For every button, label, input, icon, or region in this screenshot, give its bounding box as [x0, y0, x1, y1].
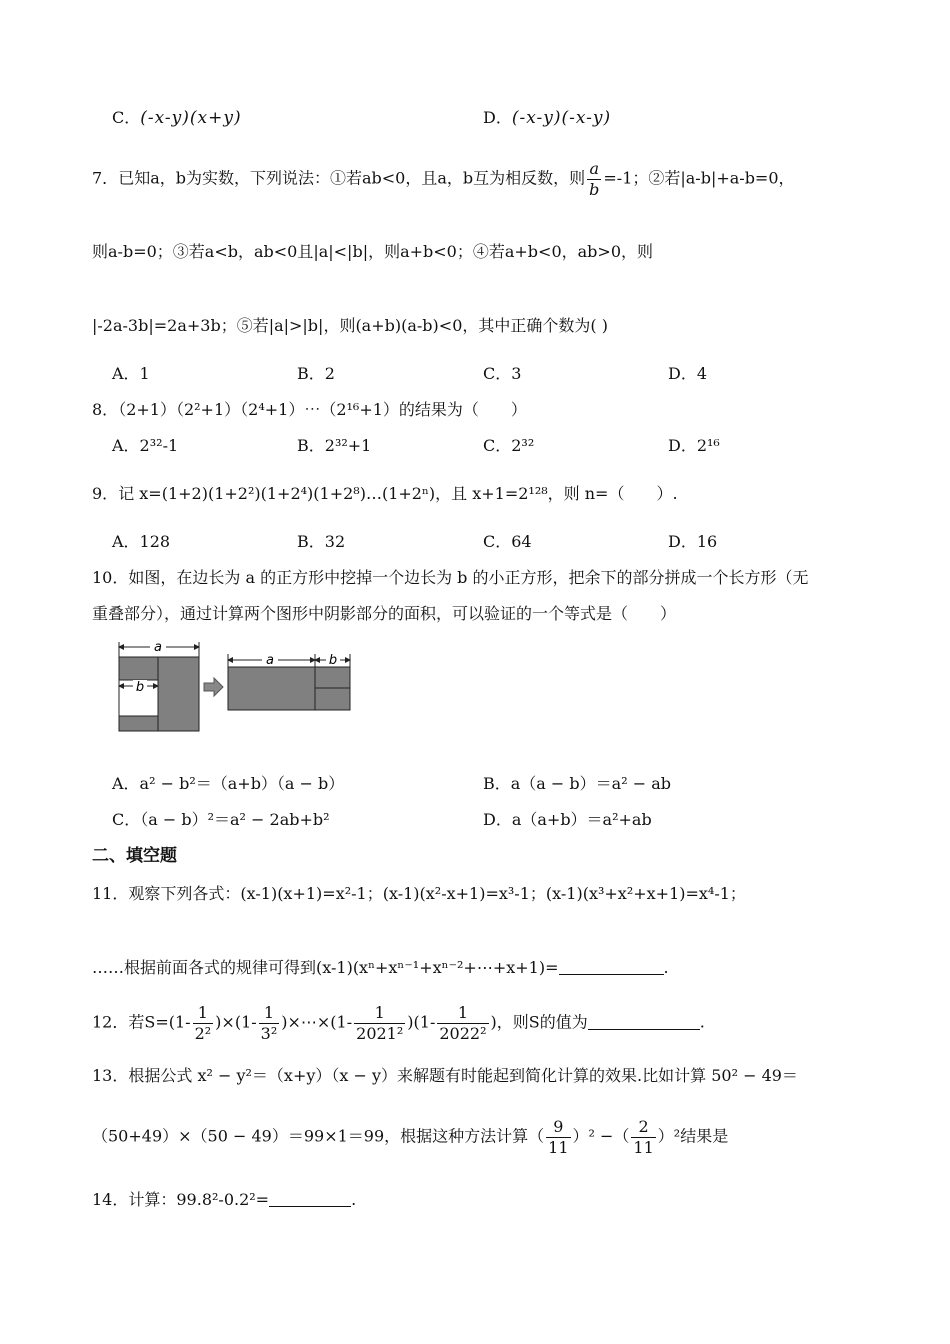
section-title: 二、填空题	[92, 846, 177, 866]
q8-option-d[interactable]: D．2¹⁶	[668, 436, 720, 455]
q8-option-b[interactable]: B．2³²+1	[297, 436, 372, 455]
fig-label-a-left: a	[154, 640, 162, 655]
q6-option-c[interactable]: C．(-x-y)(x+y)	[112, 108, 242, 128]
q13-line2: （50+49）×（50 − 49）＝99×1＝99，根据这种方法计算（ $\frac{9}{11}$ ）² −（ $\frac{2}{11}$ ）²结果是	[92, 1117, 729, 1157]
q10-figure	[110, 638, 360, 736]
q7-option-b[interactable]: B．2	[297, 364, 335, 383]
square-with-hole	[119, 657, 199, 731]
q11-answer-blank[interactable]	[559, 974, 664, 975]
q8-option-c[interactable]: C．2³²	[483, 436, 535, 455]
q10-line1: 10．如图，在边长为 a 的正方形中挖掉一个边长为 b 的小正方形，把余下的部分拼成一个长方形（无	[92, 568, 809, 587]
q12-answer-blank[interactable]	[588, 1029, 700, 1030]
q10-line2: 重叠部分），通过计算两个图形中阴影部分的面积，可以验证的一个等式是（ ）	[92, 604, 677, 623]
q11-line2: ……根据前面各式的规律可得到(x-1)(xⁿ+xⁿ⁻¹+xⁿ⁻²+⋯+x+1)= .	[92, 958, 669, 977]
q10-option-c[interactable]: C．（a − b）²＝a² − 2ab+b²	[112, 810, 330, 829]
q7-option-c[interactable]: C．3	[483, 364, 522, 383]
rearranged-rectangle	[228, 667, 350, 710]
q9-option-c[interactable]: C．64	[483, 532, 532, 551]
fig-label-a-right: a	[266, 653, 274, 668]
q9-option-a[interactable]: A．128	[112, 532, 171, 551]
q9-stem: 9．记 x=(1+2)(1+2²)(1+2⁴)(1+2⁸)…(1+2ⁿ)，且 x+1=2¹²⁸，则 n=（ ）.	[92, 484, 678, 503]
q7-option-d[interactable]: D．4	[668, 364, 708, 383]
fig-label-b-right: b	[328, 653, 338, 668]
q11-line1: 11．观察下列各式：(x-1)(x+1)=x²-1；(x-1)(x²-x+1)=x³-1；(x-1)(x³+x²+x+1)=x⁴-1；	[92, 884, 746, 903]
transform-arrow-icon	[204, 678, 223, 696]
q7-line3: |-2a-3b|=2a+3b；⑤若|a|>|b|，则(a+b)(a-b)<0，其中正确个数为( )	[92, 316, 608, 335]
q14-stem: 14．计算：99.8²-0.2²= .	[92, 1190, 357, 1209]
q10-option-b[interactable]: B．a（a − b）＝a² − ab	[483, 774, 671, 793]
fig-label-b-left: b	[135, 680, 145, 695]
q13-line1: 13．根据公式 x² − y²＝（x+y）（x − y）来解题有时能起到简化计算的效果.比如计算 50² − 49＝	[92, 1066, 798, 1085]
q7-option-a[interactable]: A．1	[112, 364, 150, 383]
q14-answer-blank[interactable]	[269, 1206, 351, 1207]
q8-stem: 8．（2+1）（2²+1）（2⁴+1）⋯（2¹⁶+1）的结果为（ ）	[92, 400, 527, 419]
q9-option-b[interactable]: B．32	[297, 532, 346, 551]
q9-option-d[interactable]: D．16	[668, 532, 718, 551]
q10-option-a[interactable]: A．a² − b²＝（a+b）（a − b）	[112, 774, 345, 793]
q6-option-d[interactable]: D．(-x-y)(-x-y)	[483, 108, 612, 128]
q7-line1: 7．已知a，b为实数，下列说法：①若ab<0，且a，b互为相反数，则 $\frac{a}{b}$ =-1；②若|a-b|+a-b=0，	[92, 159, 795, 199]
q8-option-a[interactable]: A．2³²-1	[112, 436, 179, 455]
q10-option-d[interactable]: D．a（a+b）＝a²+ab	[483, 810, 652, 829]
q12-stem: 12．若S=(1- $\frac{1}{\text{2²}}$ )×(1- $\frac{1}{\text{3²}}$ )×⋯×(1- $\frac{1}{\text{2021²}}$ )(1- $\frac{1}{\text{2022²}}$ )，则S的值为 .	[92, 1003, 705, 1043]
q7-fraction: $\frac{a}{b}$	[589, 159, 600, 199]
q7-line2: 则a-b=0；③若a<b，ab<0且|a|<|b|，则a+b<0；④若a+b<0，ab>0，则	[92, 242, 653, 261]
